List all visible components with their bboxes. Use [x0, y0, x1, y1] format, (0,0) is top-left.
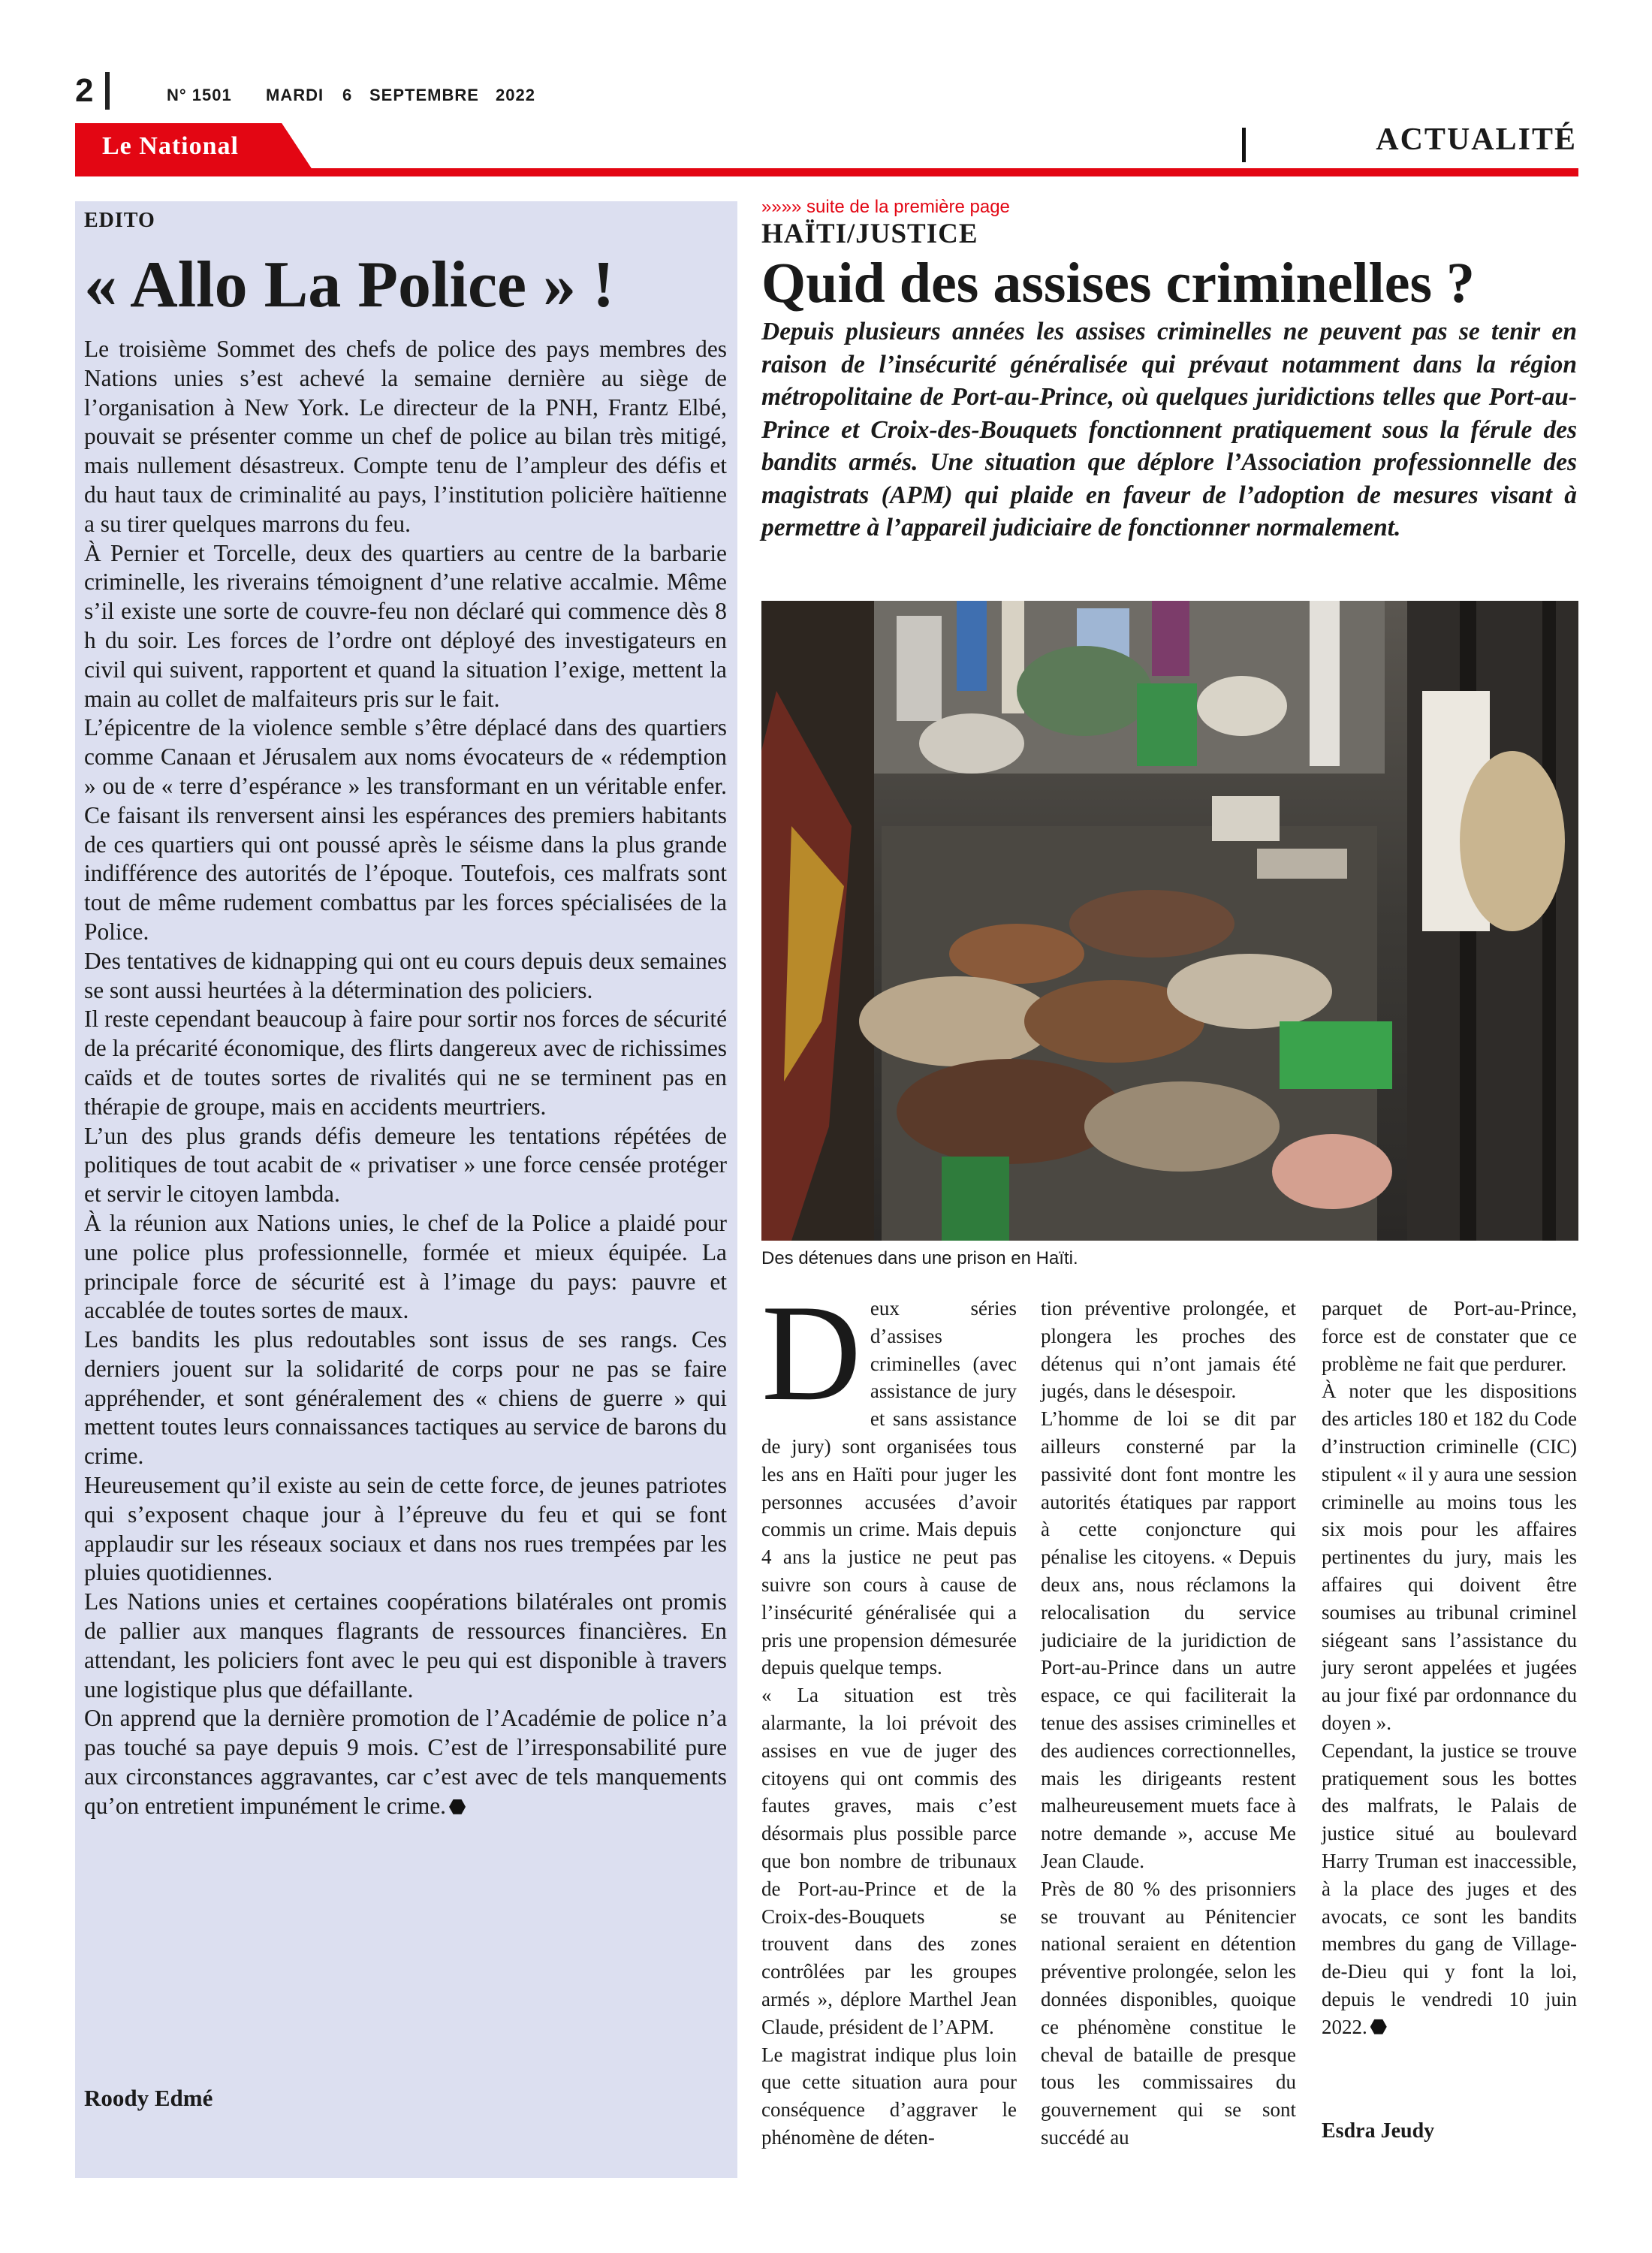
article-paragraph: À noter que les dispositions des articles 180 et 182 du Code d’instruction criminelle (CIC) stipulent « il y aura une session criminelle au moins tous les six mois pour les affaires pertinentes du jury, mais les affaires qui doivent être soumises au tribunal criminel siégeant sans l’assistance du jury seront appelées et jugées au jour fixé par ordonnance du doyen ».	[1322, 1380, 1577, 1734]
editorial-paragraph: À la réunion aux Nations unies, le chef de la Police a plaidé pour une police plus professionnelle, formée et mieux équipée. La principale force de sécurité est à l’image du pays: pauvre et accablée de toutes sortes de maux.	[84, 1209, 727, 1324]
article-headline: Quid des assises criminelles ?	[761, 252, 1476, 315]
section-divider	[1242, 128, 1246, 162]
article-paragraph: eux séries d’assises criminelles (avec assistance de jury et sans assistance de jury) sont organisées tous les ans en Haïti pour juger les personnes accusées d’avoir commis un crime. Mais depuis 4 ans la justice ne peut pas suivre son cours à cause de l’insécurité généralisée qui a pris une propension démesurée depuis quelque temps.	[761, 1297, 1017, 1679]
editorial-paragraph-last	[84, 1704, 727, 1820]
article-paragraph: Près de 80 % des prisonniers se trouvant au Pénitencier national seraient en détention préventive prolongée, selon les données disponibles, quoique ce phénomène constitue le cheval de bataille de presque tous les commissaires du gouvernement qui se sont succédé au	[1041, 1877, 1296, 2149]
date-month: SEPTEMBRE	[369, 86, 479, 104]
editorial-paragraph: Des tentatives de kidnapping qui ont eu cours depuis deux semaines se sont aussi heurtées à la détermination des policiers.	[84, 947, 727, 1003]
article-column-3	[1322, 1295, 1577, 2041]
article-paragraph-text: Cependant, la justice se trouve pratiquement sous les bottes des malfrats, le Palais de justice situé au boulevard Harry Truman est inaccessible, à la place des juges et des avocats, ce sont les bandits membres du gang de Village-de-Dieu qui y font la loi, depuis le vendredi 10 juin 2022.	[1322, 1739, 1577, 2038]
photo-caption: Des détenues dans une prison en Haïti.	[761, 1248, 1078, 1268]
article-paragraph: « La situation est très alarmante, la loi prévoit des assises en vue de juger des citoyens qui ont commis des fautes graves, mais c’est désormais plus possible parce que bon nombre de tribunaux de Port-au-Prince et de la Croix-des-Bouquets se trouvent dans des zones contrôlées par les groupes armés », déplore Marthel Jean Claude, président de l’APM.	[761, 1684, 1017, 2038]
end-of-article-icon	[1370, 2019, 1387, 2035]
editorial-author: Roody Edmé	[84, 2085, 213, 2111]
editorial-paragraph: Les bandits les plus redoutables sont issus de ses rangs. Ces derniers jouent sur la solidarité de corps pour ne pas se faire appréhender, et sont généralement des « chiens de guerre » qui mettent toutes leurs connaissances tactiques au service de barons du crime.	[84, 1326, 727, 1470]
editorial-paragraph: Le troisième Sommet des chefs de police des pays membres des Nations unies s’est achevé la semaine dernière au siège de l’organisation à New York. Le directeur de la PNH, Frantz Elbé, pouvait se présenter comme un chef de police au bilan très mitigé, mais nullement désastreux. Compte tenu de l’ampleur des défis et du haut taux de criminalité au pays, l’institution policière haïtienne a su tirer quelques marrons du feu.	[84, 336, 727, 537]
article-paragraph: Le magistrat indique plus loin que cette situation aura pour conséquence d’aggraver le phénomène de déten-	[761, 2043, 1017, 2149]
date-year: 2022	[496, 86, 535, 104]
article-paragraph: tion préventive prolongée, et plongera les proches des détenus qui n’ont jamais été jugés, dans le désespoir.	[1041, 1297, 1296, 1403]
issue-number: N° 1501	[167, 86, 232, 104]
continued-kicker: »»»» suite de la première page	[761, 197, 1010, 217]
editorial-paragraph: Il reste cependant beaucoup à faire pour sortir nos forces de sécurité de la précarité économique, des flirts dangereux avec de richissimes caïds et de toutes sortes de rivalités qui ne se terminent pas en thérapie de groupe, mais en accidents meurtriers.	[84, 1006, 727, 1120]
drop-cap: D	[761, 1276, 861, 1429]
article-paragraph: parquet de Port-au-Prince, force est de constater que ce problème ne fait que perdurer.	[1322, 1297, 1577, 1375]
page-number-divider	[105, 72, 110, 110]
article-rubric: HAÏTI/JUSTICE	[761, 219, 978, 249]
date-day-number: 6	[342, 86, 353, 104]
end-of-article-icon	[449, 1799, 466, 1815]
page-number: 2	[75, 72, 94, 109]
article-lede: Depuis plusieurs années les assises criminelles ne peuvent pas se tenir en raison de l’insécurité généralisée qui prévaut notamment dans la région métropolitaine de Port-au-Prince, où quelques juridictions telles que Port-au-Prince et Croix-des-Bouquets fonctionnent pratiquement sous la férule des bandits armés. Une situation que déplore l’Association professionnelle des magistrats (APM) qui plaide en faveur de l’adoption de mesures visant à permettre à l’appareil judiciaire de fonctionner normalement.	[761, 318, 1577, 541]
section-title: ACTUALITÉ	[1376, 122, 1577, 157]
article-photo	[761, 601, 1578, 1241]
editorial-label: EDITO	[84, 209, 155, 232]
editorial-paragraph: À Pernier et Torcelle, deux des quartiers au centre de la barbarie criminelle, les riverains témoignent d’une relative accalmie. Même s’il existe une sorte de couvre-feu non déclaré qui commence dès 8 h du soir. Les forces de l’ordre ont déployé des investigateurs en civil qui suivent, rapportent et quand la situation l’exige, mettent la main au collet de malfaiteurs pris sur le fait.	[84, 539, 727, 712]
editorial-paragraph-text: On apprend que la dernière promotion de l’Académie de police n’a pas touché sa paye depuis 9 mois. C’est de l’irresponsabilité pure aux circonstances aggravantes, car c’est avec de tels manquements qu’on entretient impunément le crime.	[84, 1705, 727, 1819]
article-column-2	[1041, 1295, 1296, 2152]
article-author: Esdra Jeudy	[1322, 2119, 1435, 2143]
editorial-paragraph: Les Nations unies et certaines coopérations bilatérales ont promis de pallier aux manques flagrants de ressources financières. En attendant, les policiers font avec le peu qui est disponible à travers une logistique plus que défaillante.	[84, 1588, 727, 1703]
article-paragraph-last	[1322, 1737, 1577, 2041]
editorial-paragraph: L’un des plus grands défis demeure les tentations répétées de politiques de tout acabit de « privatiser » une force censée protéger et servir le citoyen lambda.	[84, 1122, 727, 1208]
article-column-1	[761, 1276, 1017, 2152]
editorial-body	[84, 335, 727, 1821]
date-weekday: MARDI	[266, 86, 324, 104]
editorial-paragraph: L’épicentre de la violence semble s’être déplacé dans des quartiers comme Canaan et Jérusalem aux noms évocateurs de « rédemption » ou de « terre d’espérance » les transformant en un véritable enfer. Ce faisant ils renversent ainsi les espérances des premiers habitants de ces quartiers qui ont poussé après le séisme dans la plus grande indifférence des autorités de l’époque. Toutefois, ces malfrats sont tout de même rudement combattus par les forces spécialisées de la Police.	[84, 714, 727, 945]
article-paragraph: L’homme de loi se dit par ailleurs consterné par la passivité dont font montre les autorités étatiques par rapport à cette conjoncture qui pénalise les citoyens. « Depuis deux ans, nous réclamons la relocalisation du service judiciaire de la juridiction de Port-au-Prince dans un autre espace, ce qui faciliterait la tenue des assises criminelles et des audiences correctionnelles, mais les dirigeants restent malheureusement muets face à notre demande », accuse Me Jean Claude.	[1041, 1407, 1296, 1872]
editorial-title: « Allo La Police » !	[84, 249, 615, 321]
editorial-paragraph: Heureusement qu’il existe au sein de cette force, de jeunes patriotes qui s’exposent chaque jour à l’épreuve du feu et qui se font applaudir sur les réseaux sociaux et dans nos rues trempées par les pluies quotidiennes.	[84, 1472, 727, 1586]
brand-name: Le National	[102, 132, 239, 160]
